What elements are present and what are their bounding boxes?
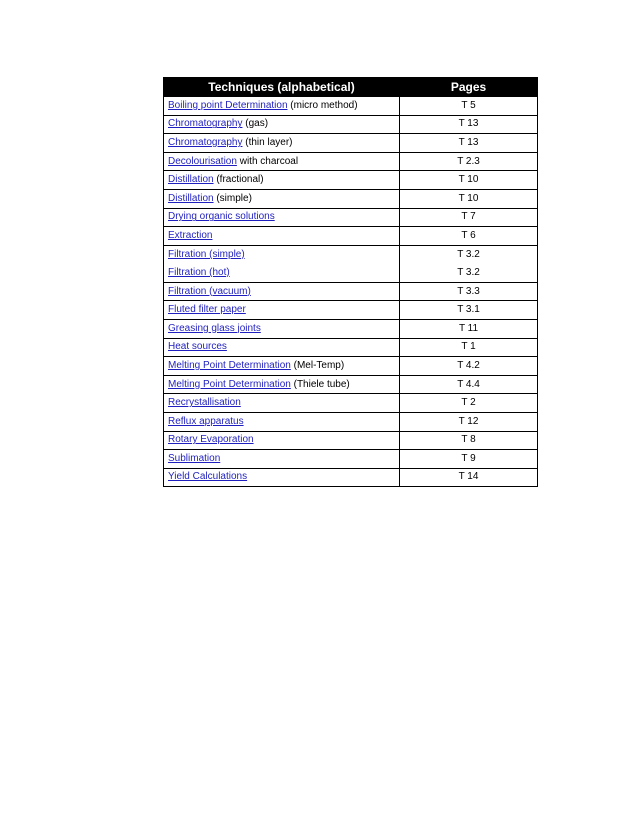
technique-cell <box>164 319 400 338</box>
technique-cell <box>164 282 400 301</box>
technique-cell <box>164 357 400 376</box>
page-reference: T 2 <box>400 394 538 413</box>
table-row <box>164 208 538 227</box>
table-row <box>164 245 538 282</box>
page-reference: T 6 <box>400 227 538 246</box>
technique-link[interactable]: Boiling point Determination <box>168 99 288 111</box>
page-reference: T 5 <box>400 97 538 116</box>
table-row <box>164 301 538 320</box>
page-reference: T 10 <box>400 171 538 190</box>
technique-link[interactable]: Drying organic solutions <box>168 211 275 223</box>
page-reference: T 7 <box>400 208 538 227</box>
technique-cell <box>164 115 400 134</box>
technique-cell <box>164 338 400 357</box>
table-row <box>164 115 538 134</box>
technique-cell <box>164 412 400 431</box>
technique-link[interactable]: Filtration (hot) <box>168 266 230 278</box>
technique-qualifier: (Thiele tube) <box>290 378 350 390</box>
table-row <box>164 394 538 413</box>
technique-cell <box>164 394 400 413</box>
technique-cell <box>164 171 400 190</box>
technique-link[interactable]: Filtration (vacuum) <box>168 285 251 297</box>
table-row <box>164 227 538 246</box>
technique-cell <box>164 431 400 450</box>
technique-link[interactable]: Distillation <box>168 192 214 204</box>
technique-link[interactable]: Sublimation <box>168 452 221 464</box>
pages-column-header: Pages <box>400 78 538 97</box>
technique-qualifier: (micro method) <box>287 99 358 111</box>
page-reference: T 9 <box>400 450 538 469</box>
page-reference: T 3.3 <box>400 282 538 301</box>
table-row <box>164 468 538 487</box>
technique-link[interactable]: Reflux apparatus <box>168 415 244 427</box>
page-reference: T 13 <box>400 115 538 134</box>
table-row <box>164 431 538 450</box>
page-reference: T 4.4 <box>400 375 538 394</box>
technique-qualifier: (fractional) <box>213 174 264 186</box>
page-reference: T 10 <box>400 189 538 208</box>
table-row <box>164 319 538 338</box>
technique-link[interactable]: Melting Point Determination <box>168 359 291 371</box>
table-row <box>164 189 538 208</box>
page-reference: T 14 <box>400 468 538 487</box>
table-row <box>164 338 538 357</box>
technique-link[interactable]: Recrystallisation <box>168 397 241 409</box>
table-row <box>164 97 538 116</box>
page-reference: T 3.2 <box>457 248 480 260</box>
page-reference: T 2.3 <box>400 152 538 171</box>
technique-qualifier: (simple) <box>213 192 252 204</box>
technique-link[interactable]: Distillation <box>168 174 214 186</box>
technique-cell <box>164 450 400 469</box>
page-reference: T 3.1 <box>400 301 538 320</box>
table-row <box>164 412 538 431</box>
technique-cell <box>164 97 400 116</box>
technique-cell <box>164 468 400 487</box>
techniques-column-header: Techniques (alphabetical) <box>164 78 400 97</box>
technique-qualifier: (thin layer) <box>242 136 293 148</box>
technique-cell <box>164 245 400 282</box>
technique-link[interactable]: Melting Point Determination <box>168 378 291 390</box>
page-reference: T 11 <box>400 319 538 338</box>
page-reference-group <box>400 245 538 282</box>
technique-cell <box>164 134 400 153</box>
technique-link[interactable]: Yield Calculations <box>168 471 248 483</box>
technique-cell <box>164 152 400 171</box>
technique-link[interactable]: Heat sources <box>168 341 227 353</box>
technique-cell <box>164 208 400 227</box>
table-row <box>164 375 538 394</box>
table-row <box>164 450 538 469</box>
techniques-table <box>163 77 538 487</box>
technique-link[interactable]: Decolourisation <box>168 155 237 167</box>
page-reference: T 3.2 <box>457 266 480 278</box>
table-header-row <box>164 78 538 97</box>
table-row <box>164 282 538 301</box>
technique-link[interactable]: Greasing glass joints <box>168 322 261 334</box>
table-row <box>164 357 538 376</box>
technique-cell <box>164 375 400 394</box>
technique-cell <box>164 301 400 320</box>
technique-link[interactable]: Fluted filter paper <box>168 304 246 316</box>
page-reference: T 13 <box>400 134 538 153</box>
table-row <box>164 152 538 171</box>
table-row <box>164 171 538 190</box>
technique-cell <box>164 227 400 246</box>
page-reference: T 12 <box>400 412 538 431</box>
page-reference: T 1 <box>400 338 538 357</box>
technique-link[interactable]: Filtration (simple) <box>168 248 245 260</box>
table-row <box>164 134 538 153</box>
technique-cell <box>164 189 400 208</box>
technique-qualifier: (gas) <box>242 118 269 130</box>
techniques-table-container <box>163 77 537 487</box>
page-reference: T 4.2 <box>400 357 538 376</box>
technique-link[interactable]: Chromatography <box>168 118 243 130</box>
technique-qualifier: (Mel-Temp) <box>290 359 345 371</box>
page-reference: T 8 <box>400 431 538 450</box>
technique-link[interactable]: Extraction <box>168 229 213 241</box>
technique-qualifier: with charcoal <box>236 155 299 167</box>
technique-link[interactable]: Rotary Evaporation <box>168 434 254 446</box>
technique-link[interactable]: Chromatography <box>168 136 243 148</box>
